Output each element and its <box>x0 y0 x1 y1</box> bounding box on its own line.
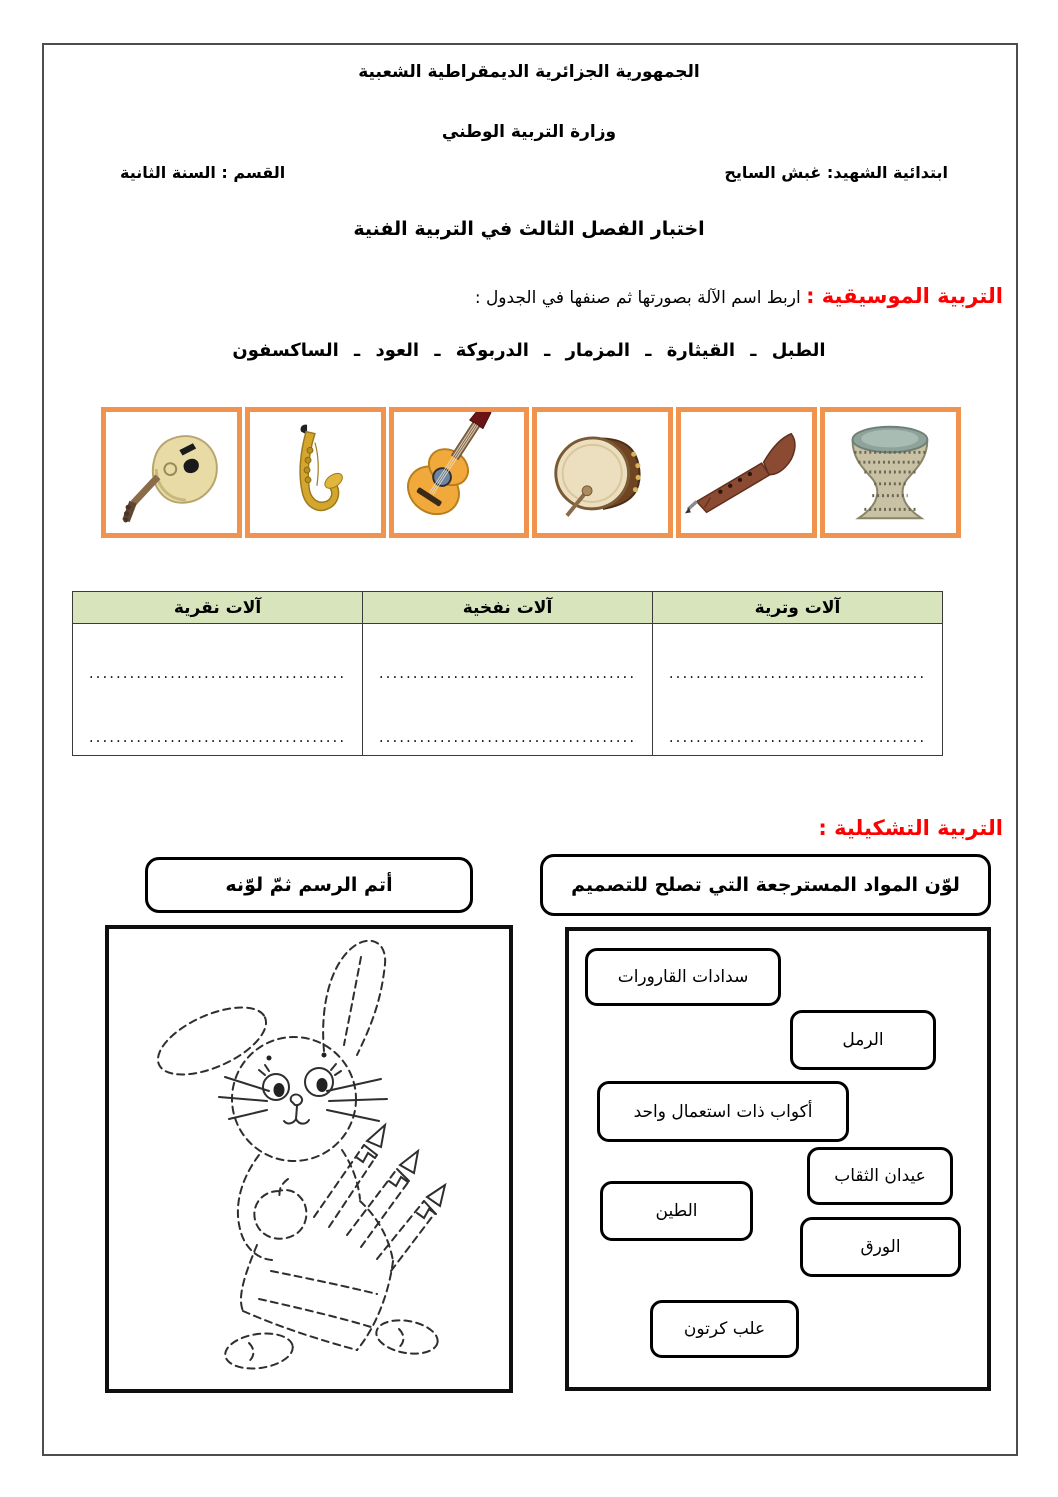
rabbit-outline-drawing <box>109 929 509 1389</box>
material-bottle-caps: سدادات القارورات <box>585 948 781 1006</box>
drawing-task-title: أتم الرسم ثمّ لوّنه <box>145 857 473 913</box>
classification-table <box>72 591 943 756</box>
materials-task-title: لوّن المواد المسترجعة التي تصلح للتصميم <box>540 854 991 916</box>
school-name: ابتدائية الشهيد: غبش السايح <box>724 163 948 182</box>
mizmar-image <box>676 407 817 538</box>
material-paper: الورق <box>800 1217 961 1277</box>
instrument-names-line: الطبل ـ القيثارة ـ المزمار ـ الدربوكة ـ العود ـ الساكسفون <box>232 340 826 361</box>
saxophone-image <box>245 407 386 538</box>
table-body-row <box>73 624 943 756</box>
col-header-wind-instruments: آلات نفخية <box>363 592 653 624</box>
material-sand: الرمل <box>790 1010 936 1070</box>
answer-cell-wind: ...................................... ...................................... <box>363 624 653 756</box>
guitar-image <box>389 407 530 538</box>
arts-section-heading: التربية التشكيلية : <box>818 816 1003 840</box>
drum-image <box>532 407 673 538</box>
materials-box <box>565 927 991 1391</box>
country-title: الجمهورية الجزائرية الديمقراطية الشعبية <box>358 62 700 82</box>
answer-cell-percussion: ...................................... ...................................... <box>73 624 363 756</box>
table-header-row <box>73 592 943 624</box>
music-instruction: اربط اسم الآلة بصورتها ثم صنفها في الجدول : <box>474 288 801 308</box>
material-cardboard-boxes: علب كرتون <box>650 1300 799 1358</box>
material-matchsticks: عيدان الثقاب <box>807 1147 953 1205</box>
class-label: القسم : السنة الثانية <box>120 163 286 182</box>
darbuka-image <box>820 407 961 538</box>
col-header-percussion-instruments: آلات نقرية <box>73 592 363 624</box>
music-section-line <box>73 284 1003 308</box>
instrument-images-row <box>101 407 961 538</box>
ministry-title: وزارة التربية الوطني <box>441 122 617 142</box>
answer-cell-strings: ...................................... ...................................... <box>653 624 943 756</box>
exam-title: اختبار الفصل الثالث في التربية الفنية <box>353 218 705 240</box>
material-clay: الطين <box>600 1181 753 1241</box>
col-header-string-instruments: آلات وترية <box>653 592 943 624</box>
oud-image <box>101 407 242 538</box>
material-disposable-cups: أكواب ذات استعمال واحد <box>597 1081 849 1142</box>
rabbit-drawing-box <box>105 925 513 1393</box>
music-section-heading: التربية الموسيقية : <box>806 284 1003 308</box>
